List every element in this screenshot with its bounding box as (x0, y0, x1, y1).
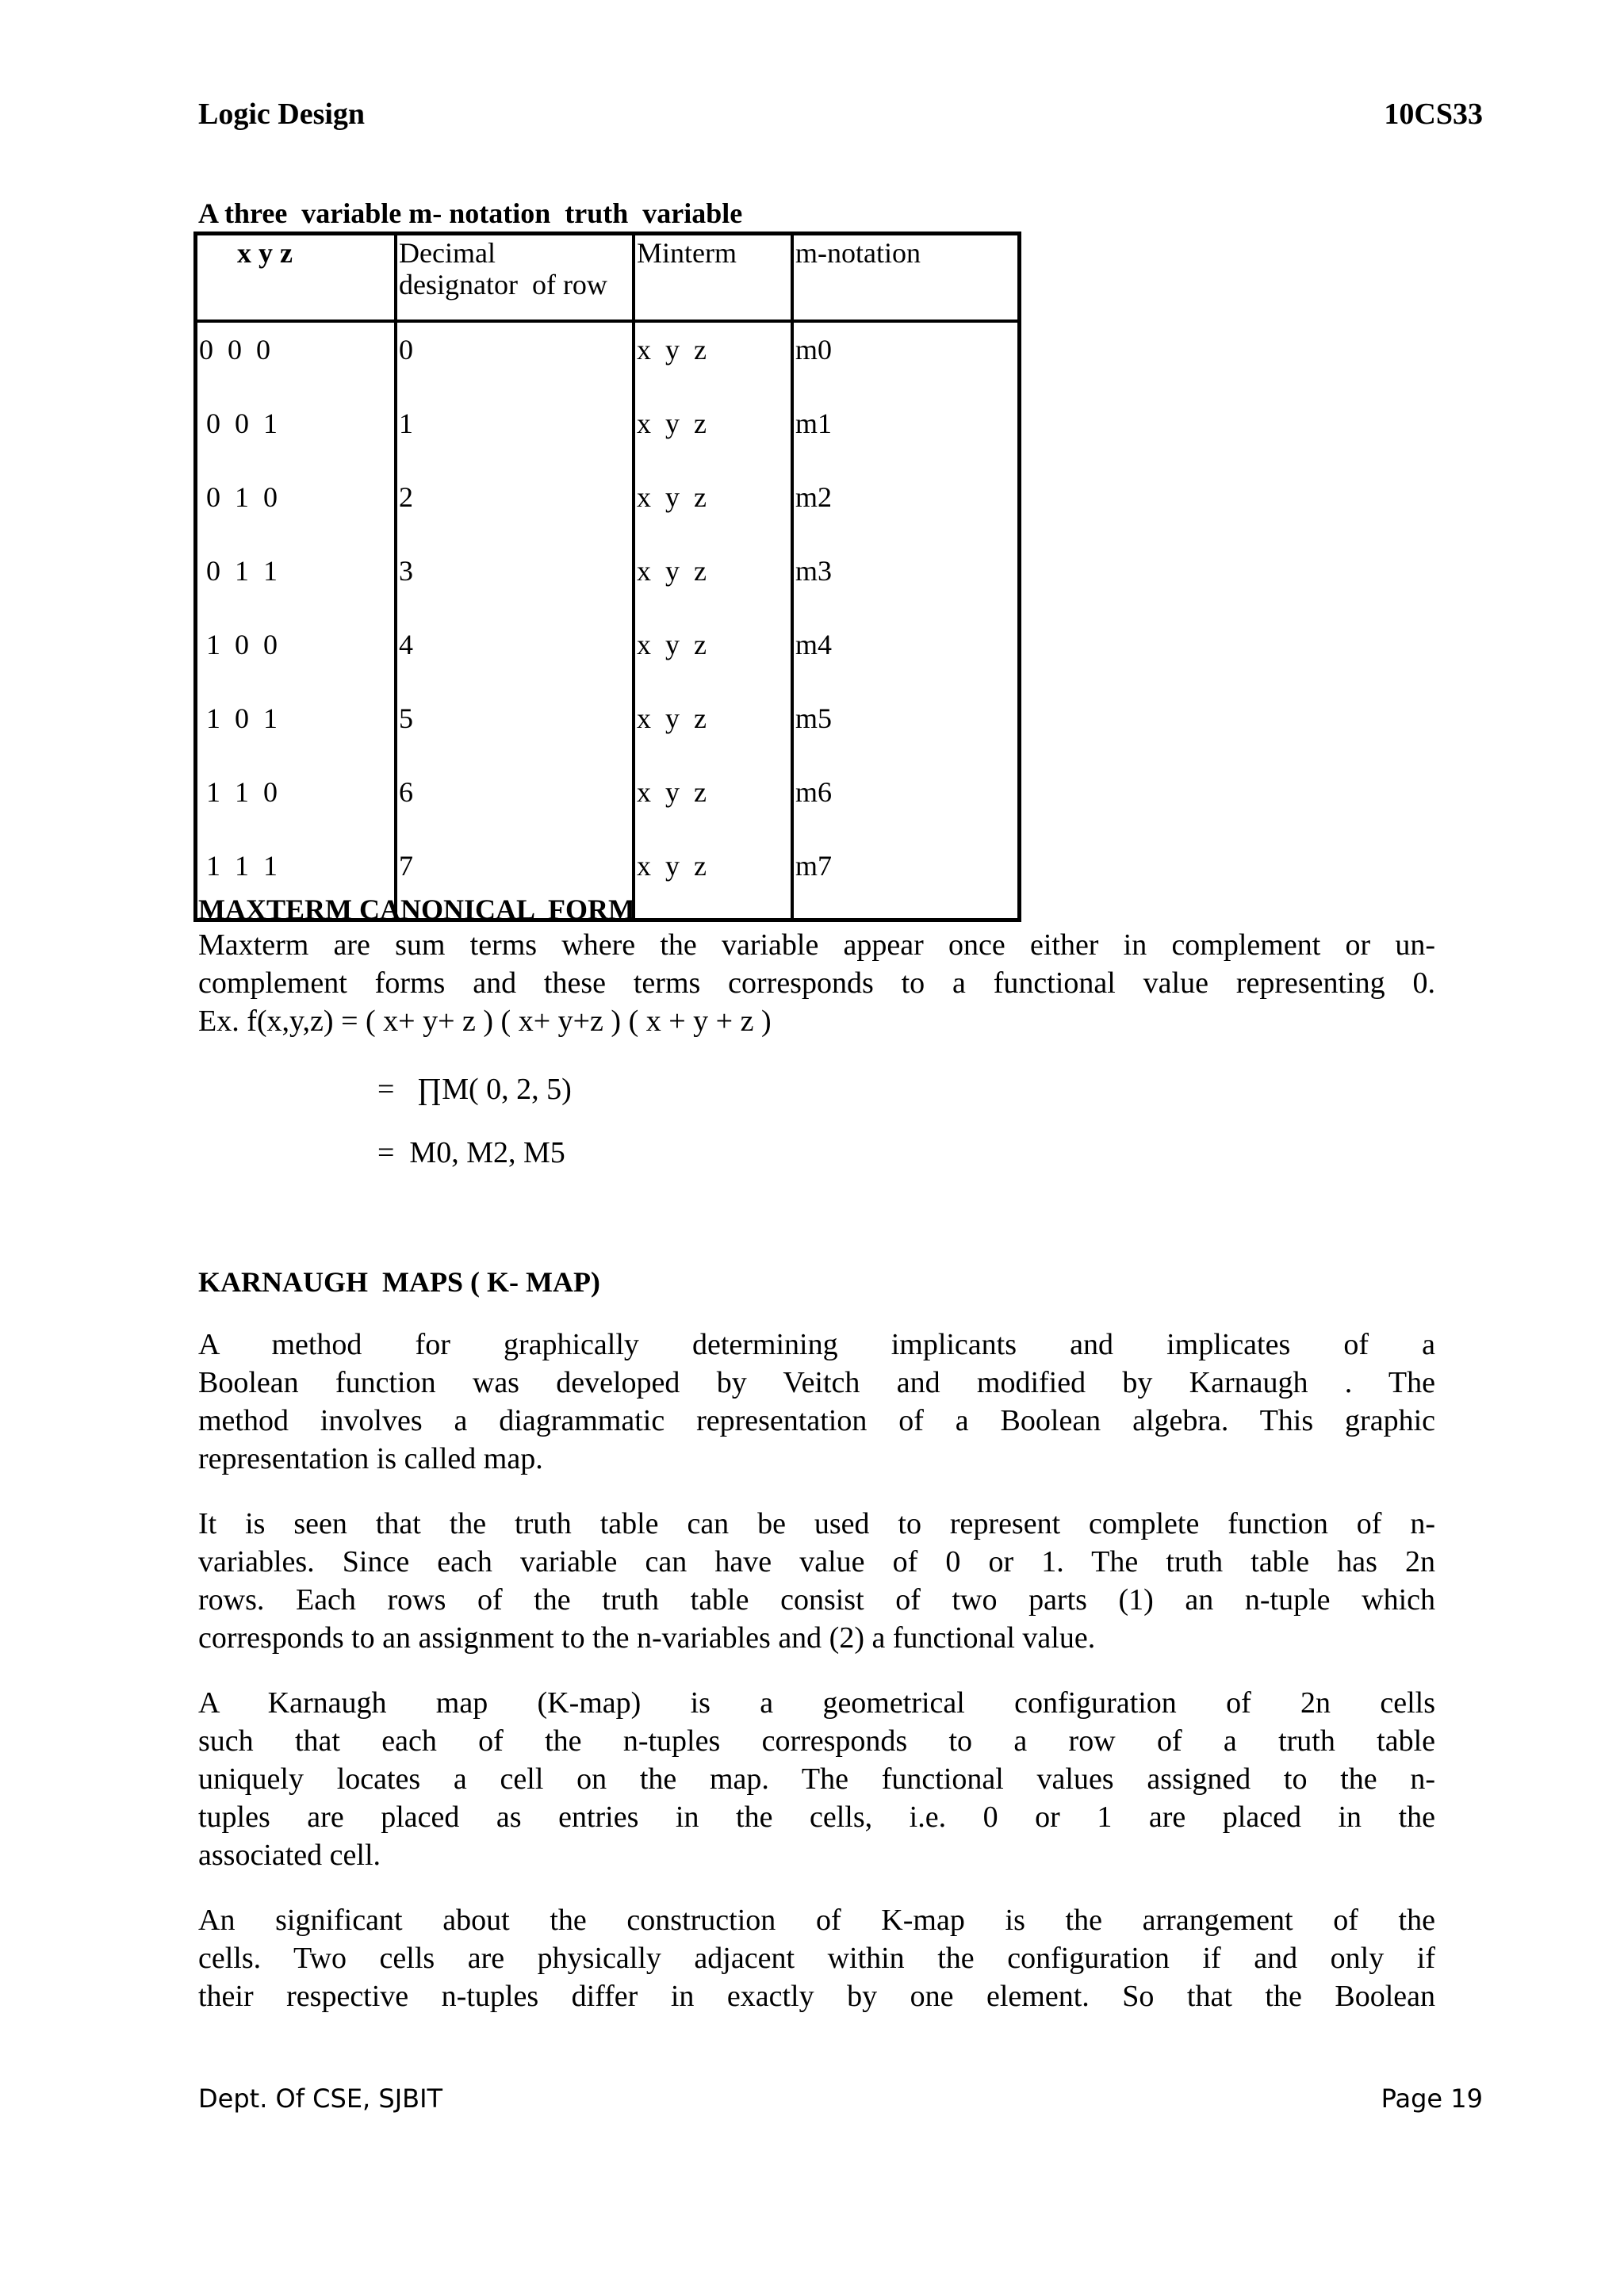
page-number: Page 19 (1381, 2084, 1483, 2114)
maxterm-list-equation: = M0, M2, M5 (377, 1136, 565, 1169)
paragraph-line: Boolean function was developed by Veitch and modified by Karnaugh . The (198, 1366, 1435, 1399)
table-caption: A three variable m- notation truth variable (198, 197, 743, 229)
paragraph-line: It is seen that the truth table can be used to represent complete function of n- (198, 1507, 1435, 1540)
cell-decimal: 3 (396, 544, 634, 618)
cell-decimal: 2 (396, 470, 634, 544)
kmap-paragraph-2 (198, 1505, 1435, 1657)
cell-m-notation: m6 (792, 765, 1020, 839)
cell-m-notation: m5 (792, 691, 1020, 765)
paragraph-line: Ex. f(x,y,z) = ( x+ y+ z ) ( x+ y+z ) ( x + y + z ) (198, 1004, 772, 1038)
cell-minterm: x y z (634, 470, 792, 544)
table-row (196, 396, 1020, 470)
page-footer (198, 2084, 1483, 2118)
cell-decimal: 0 (396, 321, 634, 396)
paragraph-line: uniquely locates a cell on the map. The functional values assigned to the n- (198, 1762, 1435, 1796)
cell-xyz: 0 1 0 (199, 481, 278, 513)
header-xyz: x y z (196, 234, 396, 322)
paragraph-line: A Karnaugh map (K-map) is a geometrical configuration of 2n cells (198, 1686, 1435, 1720)
paragraph-line: corresponds to an assignment to the n-variables and (2) a functional value. (198, 1621, 1096, 1655)
cell-decimal: 5 (396, 691, 634, 765)
course-title: Logic Design (198, 98, 366, 131)
table-row (196, 321, 1020, 396)
maxterm-product-equation: = ∏M( 0, 2, 5) (377, 1073, 572, 1106)
paragraph-line: An significant about the construction of K-map is the arrangement of the (198, 1904, 1435, 1937)
table-header-row (196, 234, 1020, 322)
cell-decimal: 1 (396, 396, 634, 470)
paragraph-line: their respective n-tuples differ in exactly by one element. So that the Boolean (198, 1980, 1435, 2013)
cell-xyz: 1 0 0 (199, 629, 278, 660)
maxterm-section-title: MAXTERM CANONICAL FORM (198, 894, 635, 925)
maxterm-paragraph (198, 926, 1435, 1040)
header-decimal: Decimal designator of row (396, 234, 634, 322)
page-header (198, 97, 1483, 136)
cell-xyz: 1 1 0 (199, 776, 278, 808)
cell-minterm: x y z (634, 839, 792, 920)
cell-xyz: 1 0 1 (199, 702, 278, 734)
paragraph-line: variables. Since each variable can have value of 0 or 1. The truth table has 2n (198, 1545, 1435, 1578)
table-row (196, 765, 1020, 839)
cell-xyz: 0 1 1 (199, 555, 278, 587)
cell-decimal: 4 (396, 618, 634, 691)
course-code: 10CS33 (1384, 98, 1483, 131)
paragraph-line: cells. Two cells are physically adjacent within the configuration if and only if (198, 1942, 1435, 1975)
table-row (196, 618, 1020, 691)
paragraph-line: associated cell. (198, 1839, 381, 1872)
paragraph-line: representation is called map. (198, 1442, 543, 1475)
table-row (196, 544, 1020, 618)
cell-minterm: x y z (634, 618, 792, 691)
kmap-section-title: KARNAUGH MAPS ( K- MAP) (198, 1266, 600, 1298)
paragraph-line: tuples are placed as entries in the cells, i.e. 0 or 1 are placed in the (198, 1800, 1435, 1834)
cell-m-notation: m0 (792, 321, 1020, 396)
paragraph-line: complement forms and these terms corresponds to a functional value representing 0. (198, 966, 1435, 1000)
header-m-notation: m-notation (792, 234, 1020, 322)
truth-table (193, 232, 1021, 922)
paragraph-line: such that each of the n-tuples corresponds to a row of a truth table (198, 1724, 1435, 1758)
cell-decimal: 6 (396, 765, 634, 839)
cell-m-notation: m3 (792, 544, 1020, 618)
cell-minterm: x y z (634, 321, 792, 396)
kmap-paragraph-3 (198, 1684, 1435, 1874)
department-label: Dept. Of CSE, SJBIT (198, 2084, 443, 2114)
cell-minterm: x y z (634, 396, 792, 470)
paragraph-line: Maxterm are sum terms where the variable appear once either in complement or un- (198, 928, 1435, 962)
cell-xyz: 0 0 1 (199, 408, 278, 439)
cell-m-notation: m1 (792, 396, 1020, 470)
paragraph-line: method involves a diagrammatic representation of a Boolean algebra. This graphic (198, 1404, 1435, 1437)
header-minterm: Minterm (634, 234, 792, 322)
paragraph-line: rows. Each rows of the truth table consist of two parts (1) an n-tuple which (198, 1583, 1435, 1617)
table-row (196, 470, 1020, 544)
cell-minterm: x y z (634, 691, 792, 765)
cell-decimal: 7 (396, 839, 634, 920)
cell-xyz: 1 1 1 (199, 850, 278, 882)
paragraph-line: A method for graphically determining implicants and implicates of a (198, 1328, 1435, 1361)
cell-m-notation: m2 (792, 470, 1020, 544)
cell-minterm: x y z (634, 765, 792, 839)
cell-m-notation: m4 (792, 618, 1020, 691)
table-row (196, 691, 1020, 765)
cell-m-notation: m7 (792, 839, 1020, 920)
kmap-paragraph-4 (198, 1901, 1435, 2015)
kmap-paragraph-1 (198, 1326, 1435, 1478)
cell-minterm: x y z (634, 544, 792, 618)
cell-xyz: 0 0 0 (199, 334, 270, 365)
